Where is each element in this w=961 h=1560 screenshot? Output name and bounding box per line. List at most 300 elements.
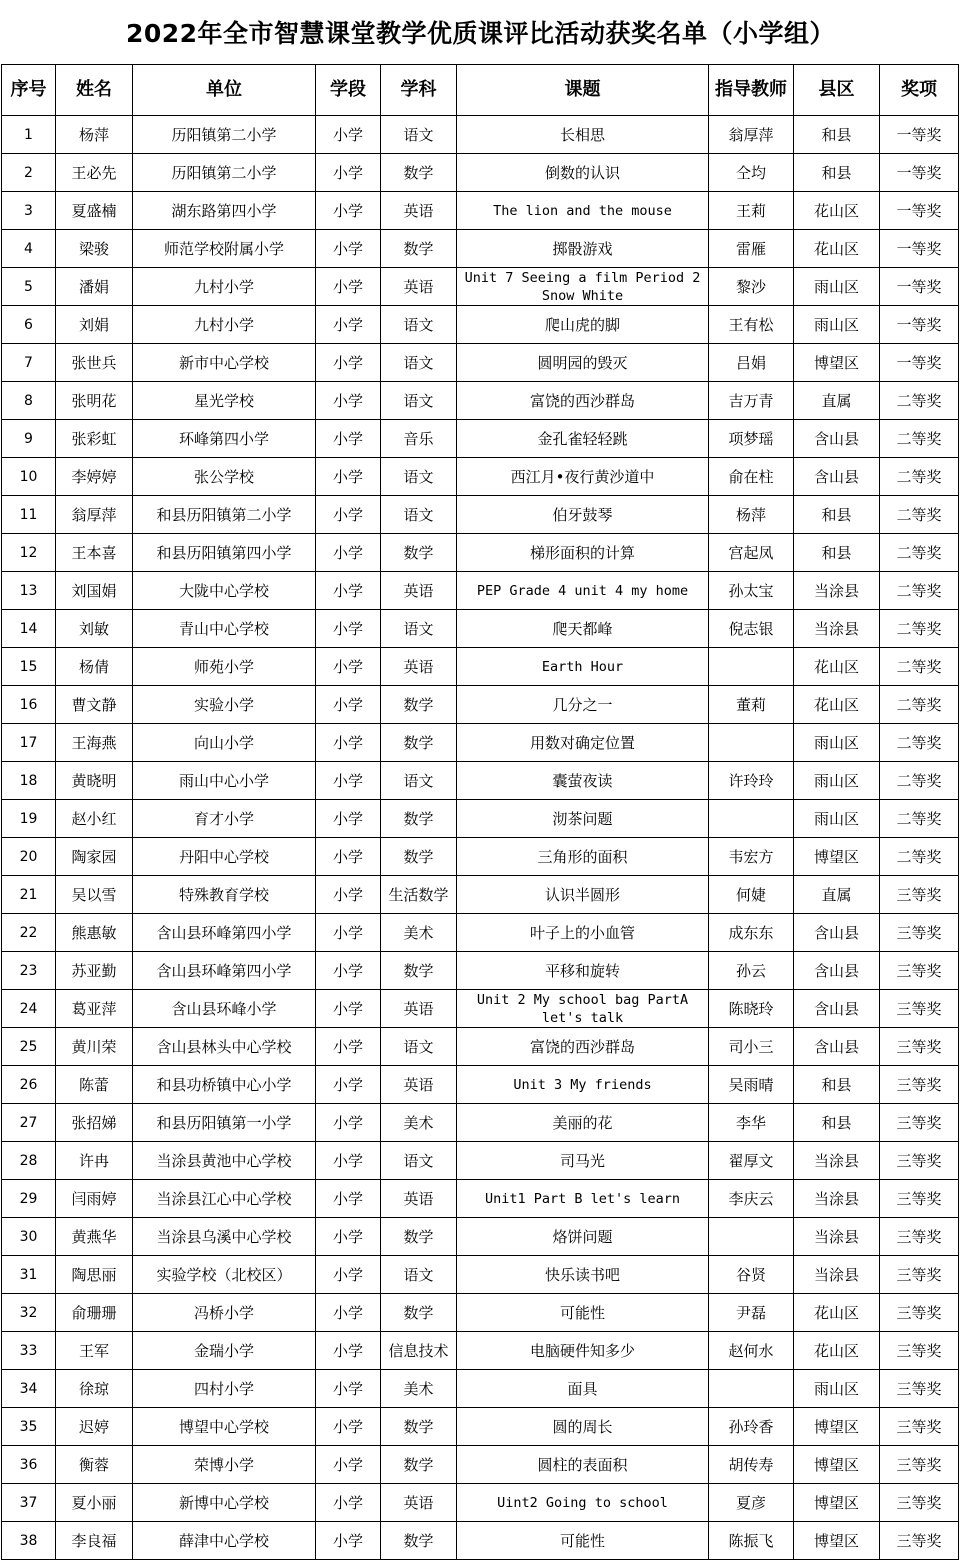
- table-row: [2, 1522, 959, 1560]
- cell-subject: 数学: [381, 1522, 457, 1560]
- cell-instructor: 许玲玲: [709, 762, 794, 800]
- cell-district: 和县: [794, 1066, 880, 1104]
- cell-stage: 小学: [316, 686, 381, 724]
- cell-subject: 英语: [381, 1484, 457, 1522]
- cell-instructor: 翟厚文: [709, 1142, 794, 1180]
- cell-district: 含山县: [794, 914, 880, 952]
- cell-index: 22: [2, 914, 56, 952]
- cell-instructor: [709, 1370, 794, 1408]
- header-cell-unit: 单位: [133, 65, 316, 116]
- cell-name: 张彩虹: [56, 420, 133, 458]
- cell-award: 二等奖: [880, 534, 959, 572]
- cell-instructor: 尹磊: [709, 1294, 794, 1332]
- cell-unit: 含山县环峰小学: [133, 990, 316, 1028]
- cell-subject: 语文: [381, 496, 457, 534]
- cell-topic: The lion and the mouse: [457, 192, 709, 230]
- cell-subject: 数学: [381, 1218, 457, 1256]
- cell-award: 三等奖: [880, 1522, 959, 1560]
- cell-district: 博望区: [794, 1484, 880, 1522]
- cell-district: 含山县: [794, 952, 880, 990]
- cell-topic: 电脑硬件知多少: [457, 1332, 709, 1370]
- cell-subject: 英语: [381, 648, 457, 686]
- cell-district: 和县: [794, 1104, 880, 1142]
- cell-name: 苏亚勤: [56, 952, 133, 990]
- cell-subject: 英语: [381, 572, 457, 610]
- table-row: [2, 1028, 959, 1066]
- cell-name: 王必先: [56, 154, 133, 192]
- cell-instructor: 杨萍: [709, 496, 794, 534]
- header-row: [2, 65, 959, 116]
- cell-name: 梁骏: [56, 230, 133, 268]
- table-row: [2, 496, 959, 534]
- cell-award: 二等奖: [880, 420, 959, 458]
- cell-index: 17: [2, 724, 56, 762]
- header-cell-index: 序号: [2, 65, 56, 116]
- table-row: [2, 458, 959, 496]
- cell-name: 俞珊珊: [56, 1294, 133, 1332]
- cell-award: 一等奖: [880, 344, 959, 382]
- cell-instructor: 司小三: [709, 1028, 794, 1066]
- cell-district: 当涂县: [794, 1142, 880, 1180]
- cell-unit: 和县历阳镇第一小学: [133, 1104, 316, 1142]
- cell-award: 一等奖: [880, 230, 959, 268]
- cell-topic: 叶子上的小血管: [457, 914, 709, 952]
- table-row: [2, 192, 959, 230]
- cell-name: 徐琼: [56, 1370, 133, 1408]
- cell-name: 刘娟: [56, 306, 133, 344]
- cell-topic: 囊萤夜读: [457, 762, 709, 800]
- cell-name: 曹文静: [56, 686, 133, 724]
- cell-unit: 实验小学: [133, 686, 316, 724]
- cell-stage: 小学: [316, 1408, 381, 1446]
- cell-award: 三等奖: [880, 876, 959, 914]
- cell-subject: 语文: [381, 306, 457, 344]
- cell-stage: 小学: [316, 762, 381, 800]
- cell-stage: 小学: [316, 420, 381, 458]
- table-row: [2, 952, 959, 990]
- cell-instructor: 吕娟: [709, 344, 794, 382]
- cell-award: 一等奖: [880, 192, 959, 230]
- cell-name: 陶思丽: [56, 1256, 133, 1294]
- header-cell-award: 奖项: [880, 65, 959, 116]
- cell-unit: 历阳镇第二小学: [133, 116, 316, 154]
- cell-topic: 司马光: [457, 1142, 709, 1180]
- cell-topic: 可能性: [457, 1522, 709, 1560]
- cell-instructor: 吴雨晴: [709, 1066, 794, 1104]
- cell-stage: 小学: [316, 572, 381, 610]
- cell-name: 陶家园: [56, 838, 133, 876]
- cell-subject: 英语: [381, 1066, 457, 1104]
- cell-topic: 快乐读书吧: [457, 1256, 709, 1294]
- cell-unit: 薛津中心学校: [133, 1522, 316, 1560]
- table-row: [2, 1370, 959, 1408]
- cell-stage: 小学: [316, 268, 381, 306]
- cell-district: 含山县: [794, 420, 880, 458]
- cell-unit: 四村小学: [133, 1370, 316, 1408]
- cell-unit: 湖东路第四小学: [133, 192, 316, 230]
- header-cell-name: 姓名: [56, 65, 133, 116]
- cell-award: 一等奖: [880, 154, 959, 192]
- cell-unit: 雨山中心小学: [133, 762, 316, 800]
- cell-name: 闫雨婷: [56, 1180, 133, 1218]
- cell-instructor: 陈振飞: [709, 1522, 794, 1560]
- cell-instructor: 倪志银: [709, 610, 794, 648]
- cell-topic: 爬山虎的脚: [457, 306, 709, 344]
- table-row: [2, 914, 959, 952]
- table-row: [2, 1446, 959, 1484]
- cell-award: 二等奖: [880, 648, 959, 686]
- cell-instructor: 成东东: [709, 914, 794, 952]
- cell-name: 熊惠敏: [56, 914, 133, 952]
- cell-award: 三等奖: [880, 1484, 959, 1522]
- cell-subject: 语文: [381, 1142, 457, 1180]
- cell-instructor: 何婕: [709, 876, 794, 914]
- table-row: [2, 1180, 959, 1218]
- cell-name: 黄川荣: [56, 1028, 133, 1066]
- cell-unit: 向山小学: [133, 724, 316, 762]
- award-table: [1, 64, 959, 1560]
- table-row: [2, 344, 959, 382]
- cell-stage: 小学: [316, 1142, 381, 1180]
- table-row: [2, 1408, 959, 1446]
- header-cell-stage: 学段: [316, 65, 381, 116]
- cell-unit: 历阳镇第二小学: [133, 154, 316, 192]
- cell-district: 和县: [794, 154, 880, 192]
- cell-stage: 小学: [316, 1332, 381, 1370]
- cell-subject: 数学: [381, 230, 457, 268]
- cell-topic: PEP Grade 4 unit 4 my home: [457, 572, 709, 610]
- cell-stage: 小学: [316, 838, 381, 876]
- cell-topic: 圆柱的表面积: [457, 1446, 709, 1484]
- cell-instructor: 宫起凤: [709, 534, 794, 572]
- cell-topic: 西江月•夜行黄沙道中: [457, 458, 709, 496]
- cell-index: 2: [2, 154, 56, 192]
- cell-district: 雨山区: [794, 306, 880, 344]
- cell-subject: 英语: [381, 1180, 457, 1218]
- cell-subject: 数学: [381, 1408, 457, 1446]
- cell-topic: 爬天都峰: [457, 610, 709, 648]
- cell-award: 三等奖: [880, 1408, 959, 1446]
- cell-award: 二等奖: [880, 838, 959, 876]
- table-row: [2, 382, 959, 420]
- cell-award: 一等奖: [880, 116, 959, 154]
- cell-stage: 小学: [316, 192, 381, 230]
- cell-topic: 几分之一: [457, 686, 709, 724]
- cell-stage: 小学: [316, 1256, 381, 1294]
- cell-stage: 小学: [316, 230, 381, 268]
- cell-index: 24: [2, 990, 56, 1028]
- cell-topic: 金孔雀轻轻跳: [457, 420, 709, 458]
- table-row: [2, 420, 959, 458]
- cell-instructor: 孙云: [709, 952, 794, 990]
- cell-unit: 当涂县乌溪中心学校: [133, 1218, 316, 1256]
- cell-district: 花山区: [794, 230, 880, 268]
- cell-unit: 含山县林头中心学校: [133, 1028, 316, 1066]
- cell-award: 二等奖: [880, 724, 959, 762]
- table-row: [2, 116, 959, 154]
- cell-award: 三等奖: [880, 1218, 959, 1256]
- cell-index: 34: [2, 1370, 56, 1408]
- cell-district: 花山区: [794, 192, 880, 230]
- cell-index: 8: [2, 382, 56, 420]
- cell-award: 三等奖: [880, 1446, 959, 1484]
- cell-unit: 师范学校附属小学: [133, 230, 316, 268]
- table-row: [2, 572, 959, 610]
- cell-unit: 大陇中心学校: [133, 572, 316, 610]
- cell-subject: 生活数学: [381, 876, 457, 914]
- cell-award: 三等奖: [880, 1104, 959, 1142]
- cell-award: 三等奖: [880, 952, 959, 990]
- cell-stage: 小学: [316, 1294, 381, 1332]
- cell-subject: 语文: [381, 610, 457, 648]
- cell-index: 19: [2, 800, 56, 838]
- cell-subject: 信息技术: [381, 1332, 457, 1370]
- table-row: [2, 268, 959, 306]
- cell-district: 博望区: [794, 838, 880, 876]
- cell-unit: 师苑小学: [133, 648, 316, 686]
- cell-topic: Unit1 Part B let's learn: [457, 1180, 709, 1218]
- cell-district: 雨山区: [794, 268, 880, 306]
- table-row: [2, 724, 959, 762]
- cell-index: 27: [2, 1104, 56, 1142]
- cell-index: 35: [2, 1408, 56, 1446]
- cell-topic: 面具: [457, 1370, 709, 1408]
- cell-name: 杨萍: [56, 116, 133, 154]
- cell-district: 雨山区: [794, 1370, 880, 1408]
- cell-district: 花山区: [794, 1332, 880, 1370]
- cell-stage: 小学: [316, 344, 381, 382]
- cell-unit: 新博中心学校: [133, 1484, 316, 1522]
- cell-subject: 语文: [381, 1256, 457, 1294]
- cell-name: 张招娣: [56, 1104, 133, 1142]
- cell-index: 36: [2, 1446, 56, 1484]
- cell-name: 赵小红: [56, 800, 133, 838]
- cell-name: 王本喜: [56, 534, 133, 572]
- cell-stage: 小学: [316, 1218, 381, 1256]
- table-row: [2, 990, 959, 1028]
- cell-name: 刘国娟: [56, 572, 133, 610]
- cell-unit: 环峰第四小学: [133, 420, 316, 458]
- table-row: [2, 230, 959, 268]
- cell-unit: 和县历阳镇第四小学: [133, 534, 316, 572]
- cell-topic: Unit 7 Seeing a film Period 2 Snow White: [457, 268, 709, 306]
- cell-topic: 圆明园的毁灭: [457, 344, 709, 382]
- cell-name: 黄燕华: [56, 1218, 133, 1256]
- cell-topic: 富饶的西沙群岛: [457, 382, 709, 420]
- cell-subject: 美术: [381, 1104, 457, 1142]
- cell-stage: 小学: [316, 1104, 381, 1142]
- cell-unit: 九村小学: [133, 306, 316, 344]
- cell-district: 雨山区: [794, 800, 880, 838]
- cell-stage: 小学: [316, 458, 381, 496]
- cell-subject: 数学: [381, 952, 457, 990]
- cell-index: 12: [2, 534, 56, 572]
- cell-topic: 圆的周长: [457, 1408, 709, 1446]
- cell-stage: 小学: [316, 876, 381, 914]
- cell-district: 含山县: [794, 1028, 880, 1066]
- cell-district: 和县: [794, 496, 880, 534]
- cell-unit: 育才小学: [133, 800, 316, 838]
- cell-stage: 小学: [316, 496, 381, 534]
- cell-index: 5: [2, 268, 56, 306]
- cell-award: 三等奖: [880, 1332, 959, 1370]
- cell-name: 李婷婷: [56, 458, 133, 496]
- cell-index: 37: [2, 1484, 56, 1522]
- cell-award: 二等奖: [880, 572, 959, 610]
- cell-index: 23: [2, 952, 56, 990]
- cell-index: 25: [2, 1028, 56, 1066]
- cell-stage: 小学: [316, 1446, 381, 1484]
- cell-instructor: 赵何水: [709, 1332, 794, 1370]
- table-body: [2, 116, 959, 1560]
- cell-unit: 丹阳中心学校: [133, 838, 316, 876]
- cell-district: 当涂县: [794, 572, 880, 610]
- cell-unit: 新市中心学校: [133, 344, 316, 382]
- cell-instructor: 陈晓玲: [709, 990, 794, 1028]
- table-row: [2, 648, 959, 686]
- cell-instructor: [709, 648, 794, 686]
- cell-district: 直属: [794, 876, 880, 914]
- cell-district: 雨山区: [794, 724, 880, 762]
- cell-subject: 美术: [381, 1370, 457, 1408]
- cell-topic: 用数对确定位置: [457, 724, 709, 762]
- table-row: [2, 154, 959, 192]
- cell-subject: 数学: [381, 154, 457, 192]
- cell-index: 28: [2, 1142, 56, 1180]
- cell-index: 33: [2, 1332, 56, 1370]
- cell-name: 张世兵: [56, 344, 133, 382]
- cell-award: 三等奖: [880, 1294, 959, 1332]
- cell-award: 三等奖: [880, 1028, 959, 1066]
- cell-award: 三等奖: [880, 914, 959, 952]
- cell-instructor: 胡传寿: [709, 1446, 794, 1484]
- page-title: 2022年全市智慧课堂教学优质课评比活动获奖名单（小学组）: [125, 19, 836, 48]
- cell-name: 王海燕: [56, 724, 133, 762]
- cell-unit: 星光学校: [133, 382, 316, 420]
- cell-unit: 特殊教育学校: [133, 876, 316, 914]
- cell-instructor: 黎沙: [709, 268, 794, 306]
- cell-award: 三等奖: [880, 990, 959, 1028]
- cell-topic: 认识半圆形: [457, 876, 709, 914]
- cell-stage: 小学: [316, 1028, 381, 1066]
- cell-instructor: 夏彦: [709, 1484, 794, 1522]
- cell-district: 当涂县: [794, 1180, 880, 1218]
- cell-stage: 小学: [316, 306, 381, 344]
- cell-stage: 小学: [316, 1180, 381, 1218]
- cell-subject: 语文: [381, 344, 457, 382]
- cell-award: 三等奖: [880, 1066, 959, 1104]
- cell-unit: 金瑞小学: [133, 1332, 316, 1370]
- table-row: [2, 534, 959, 572]
- cell-instructor: 董莉: [709, 686, 794, 724]
- cell-index: 15: [2, 648, 56, 686]
- cell-topic: 平移和旋转: [457, 952, 709, 990]
- cell-unit: 博望中心学校: [133, 1408, 316, 1446]
- table-row: [2, 800, 959, 838]
- cell-instructor: 仝均: [709, 154, 794, 192]
- table-row: [2, 1332, 959, 1370]
- cell-name: 迟婷: [56, 1408, 133, 1446]
- cell-district: 当涂县: [794, 1256, 880, 1294]
- cell-unit: 实验学校（北校区）: [133, 1256, 316, 1294]
- cell-topic: 倒数的认识: [457, 154, 709, 192]
- cell-stage: 小学: [316, 648, 381, 686]
- cell-subject: 音乐: [381, 420, 457, 458]
- cell-name: 杨倩: [56, 648, 133, 686]
- cell-instructor: 韦宏方: [709, 838, 794, 876]
- cell-name: 夏盛楠: [56, 192, 133, 230]
- cell-award: 二等奖: [880, 382, 959, 420]
- cell-unit: 九村小学: [133, 268, 316, 306]
- cell-award: 二等奖: [880, 686, 959, 724]
- cell-instructor: 项梦瑶: [709, 420, 794, 458]
- table-row: [2, 1218, 959, 1256]
- cell-district: 博望区: [794, 344, 880, 382]
- table-row: [2, 1484, 959, 1522]
- cell-topic: 伯牙鼓琴: [457, 496, 709, 534]
- cell-unit: 当涂县江心中心学校: [133, 1180, 316, 1218]
- header-cell-topic: 课题: [457, 65, 709, 116]
- header-cell-instructor: 指导教师: [709, 65, 794, 116]
- cell-index: 6: [2, 306, 56, 344]
- cell-index: 10: [2, 458, 56, 496]
- cell-stage: 小学: [316, 116, 381, 154]
- cell-name: 黄晓明: [56, 762, 133, 800]
- cell-topic: 美丽的花: [457, 1104, 709, 1142]
- cell-index: 38: [2, 1522, 56, 1560]
- table-row: [2, 1066, 959, 1104]
- cell-stage: 小学: [316, 1522, 381, 1560]
- cell-stage: 小学: [316, 990, 381, 1028]
- cell-name: 李良福: [56, 1522, 133, 1560]
- cell-award: 二等奖: [880, 496, 959, 534]
- cell-subject: 语文: [381, 458, 457, 496]
- header-cell-district: 县区: [794, 65, 880, 116]
- table-row: [2, 876, 959, 914]
- cell-stage: 小学: [316, 724, 381, 762]
- cell-subject: 语文: [381, 116, 457, 154]
- cell-name: 张明花: [56, 382, 133, 420]
- cell-topic: Uint2 Going to school: [457, 1484, 709, 1522]
- cell-award: 三等奖: [880, 1370, 959, 1408]
- cell-topic: 掷骰游戏: [457, 230, 709, 268]
- cell-name: 葛亚萍: [56, 990, 133, 1028]
- cell-topic: 三角形的面积: [457, 838, 709, 876]
- cell-instructor: 李华: [709, 1104, 794, 1142]
- cell-stage: 小学: [316, 154, 381, 192]
- cell-instructor: 吉万青: [709, 382, 794, 420]
- cell-name: 衡蓉: [56, 1446, 133, 1484]
- cell-district: 含山县: [794, 458, 880, 496]
- table-row: [2, 1294, 959, 1332]
- cell-award: 二等奖: [880, 610, 959, 648]
- cell-unit: 和县功桥镇中心小学: [133, 1066, 316, 1104]
- cell-instructor: [709, 724, 794, 762]
- cell-award: 一等奖: [880, 306, 959, 344]
- cell-topic: Earth Hour: [457, 648, 709, 686]
- cell-name: 夏小丽: [56, 1484, 133, 1522]
- cell-district: 和县: [794, 116, 880, 154]
- cell-district: 博望区: [794, 1408, 880, 1446]
- cell-topic: 富饶的西沙群岛: [457, 1028, 709, 1066]
- cell-index: 26: [2, 1066, 56, 1104]
- cell-district: 花山区: [794, 648, 880, 686]
- cell-instructor: [709, 1218, 794, 1256]
- cell-topic: 烙饼问题: [457, 1218, 709, 1256]
- cell-name: 陈蕾: [56, 1066, 133, 1104]
- cell-name: 许冉: [56, 1142, 133, 1180]
- cell-name: 潘娟: [56, 268, 133, 306]
